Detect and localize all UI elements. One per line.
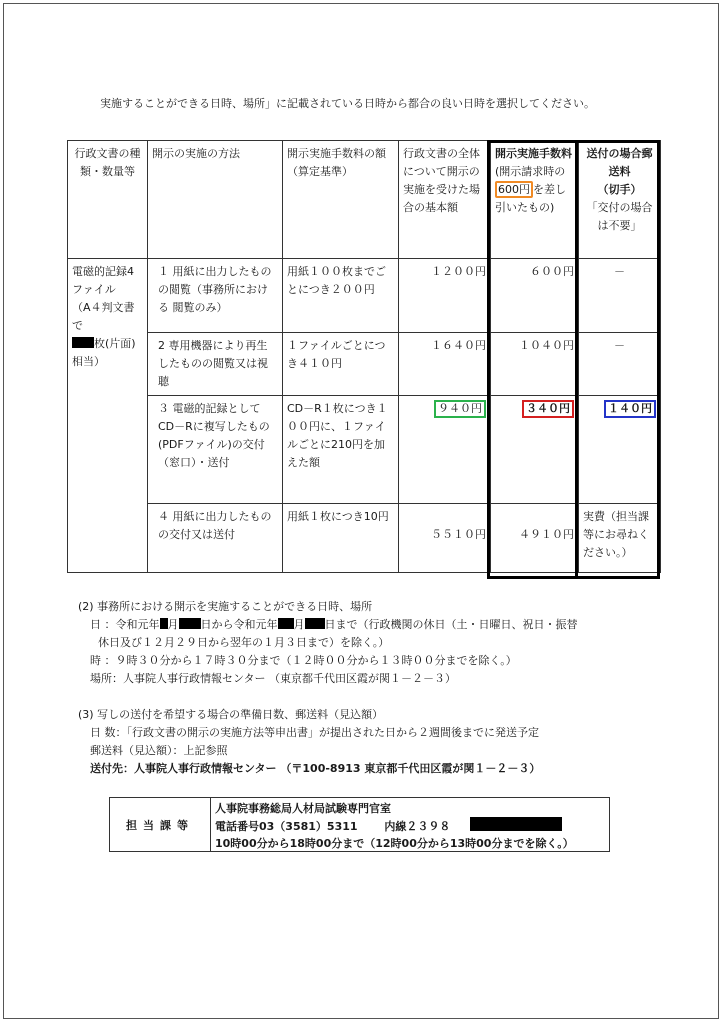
header-fee: 開示実施手数料の額（算定基準）: [283, 141, 399, 259]
table-row: [68, 333, 661, 396]
contact-office: 人事院事務総局人材局試験専門官室: [215, 802, 391, 815]
doc-kind-line3: 枚(片面)相当）: [72, 337, 136, 368]
doc-kind-line3-wrap: [72, 335, 143, 371]
row4-postage: 実費（担当課等にお尋ねください。）: [579, 504, 661, 573]
date-text-c: 日から令和元年: [200, 618, 278, 631]
doc-kind-line2: （A４判文書で: [72, 301, 135, 332]
row4-net: ４９１０円: [491, 504, 579, 573]
section3-days: 日 数：「行政文書の開示の実施方法等申出書」が提出された日から２週間後までに発送予定: [90, 726, 539, 739]
row3-postage-cell: [579, 396, 661, 504]
row3-method: ３ 電磁的記録として CD－Rに複写したもの(PDFファイル)の交付（窓口）・送付: [148, 396, 283, 504]
table-row: [68, 259, 661, 333]
row4-fee: 用紙１枚につき10円: [283, 504, 399, 573]
row3-base: ９４０円: [434, 400, 486, 418]
row1-fee: 用紙１００枚までごとにつき２００円: [283, 259, 399, 333]
contact-phone: 電話番号03（3581）5311: [215, 820, 358, 833]
contact-label: 担当課等: [110, 798, 211, 851]
header-net: [491, 141, 579, 259]
fee-table: [67, 140, 661, 573]
section-2: [78, 598, 578, 688]
contact-body: [211, 798, 578, 851]
section2-date: [78, 616, 578, 634]
section2-time: 時 ：９時３０分から１７時３０分まで（１２時００分から１３時００分までを除く。）: [90, 654, 517, 667]
contact-phone-line: [215, 817, 574, 835]
header-method: 開示の実施の方法: [148, 141, 283, 259]
row1-method: １ 用紙に出力したものの閲覧（事務所における 閲覧のみ）: [148, 259, 283, 333]
redaction-box: [305, 618, 325, 629]
row1-base: １２００円: [399, 259, 491, 333]
section3-destination: 送付先：人事院人事行政情報センター （〒100-8913 東京都千代田区霞が関１－２－３）: [90, 762, 541, 775]
row2-net: １０４０円: [491, 333, 579, 396]
row2-fee: １ファイルごとにつき４１０円: [283, 333, 399, 396]
section2-title: (2) 事務所における開示を実施することができる日時、場所: [78, 600, 373, 613]
doc-kind-cell: [68, 259, 148, 573]
redaction-box: [470, 817, 562, 831]
date-text-e: 日まで（行政機関の休日（土・日曜日、祝日・振替: [324, 618, 578, 631]
redaction-box: [179, 618, 201, 629]
contact-ext: 内線２３９８: [384, 820, 451, 833]
date-text-b: 月: [167, 618, 179, 631]
row4-method: ４ 用紙に出力したものの交付又は送付: [148, 504, 283, 573]
redaction-box: [72, 337, 94, 348]
contact-hours: 10時00分から18時00分まで（12時00分から13時00分までを除く。）: [215, 837, 574, 850]
redaction-box: [278, 618, 294, 629]
header-base: 行政文書の全体について開示の実施を受けた場合の基本額: [399, 141, 491, 259]
intro-text: 実施することができる日時、場所」に記載されている日時から都合の良い日時を選択してください。: [100, 97, 595, 110]
table-header-row: [68, 141, 661, 259]
table-row: [68, 396, 661, 504]
row3-net-cell: [491, 396, 579, 504]
contact-box: [109, 797, 610, 852]
section3-postage: 郵送料（見込額）：上記参照: [90, 744, 228, 757]
header-postage-title: 送付の場合郵送料: [586, 147, 653, 178]
section-3: [78, 706, 540, 778]
header-net-tail: を差し引いたもの): [495, 183, 566, 214]
header-net-amount: 600円: [495, 181, 533, 198]
date-text-a: 日 ：令和元年: [90, 618, 160, 631]
row1-net: ６００円: [491, 259, 579, 333]
row2-postage: －: [579, 333, 661, 396]
row3-postage: １４０円: [604, 400, 656, 418]
table-row: [68, 504, 661, 573]
row2-method: 2 専用機器により再生したものの閲覧又は視聴: [148, 333, 283, 396]
section2-date-cont: 休日及び１２月２９日から翌年の１月３日まで）を除く。）: [98, 636, 390, 649]
redaction-box: [160, 618, 168, 629]
row3-base-cell: [399, 396, 491, 504]
section2-place: 場所：人事院人事行政情報センター （東京都千代田区霞が関１－２－３）: [90, 672, 457, 685]
header-postage-note: 「交付の場合は不要」: [586, 201, 653, 232]
row3-net: ３４０円: [522, 400, 574, 418]
doc-kind-line1: 電磁的記録4ファイル: [72, 265, 134, 296]
row1-postage: －: [579, 259, 661, 333]
row3-fee: CD－R１枚につき１００円に、１ファイルごとに210円を加えた額: [283, 396, 399, 504]
row2-base: １６４０円: [399, 333, 491, 396]
header-postage: [579, 141, 661, 259]
row4-base: ５５１０円: [399, 504, 491, 573]
header-kind: 行政文書の種類・数量等: [68, 141, 148, 259]
header-net-sub: (開示請求時の: [495, 165, 566, 178]
header-postage-stamp: （切手）: [597, 183, 642, 196]
header-net-title: 開示実施手数料: [495, 147, 572, 160]
section3-title: (3) 写しの送付を希望する場合の準備日数、郵送料（見込額）: [78, 708, 384, 721]
date-text-d: 月: [293, 618, 305, 631]
